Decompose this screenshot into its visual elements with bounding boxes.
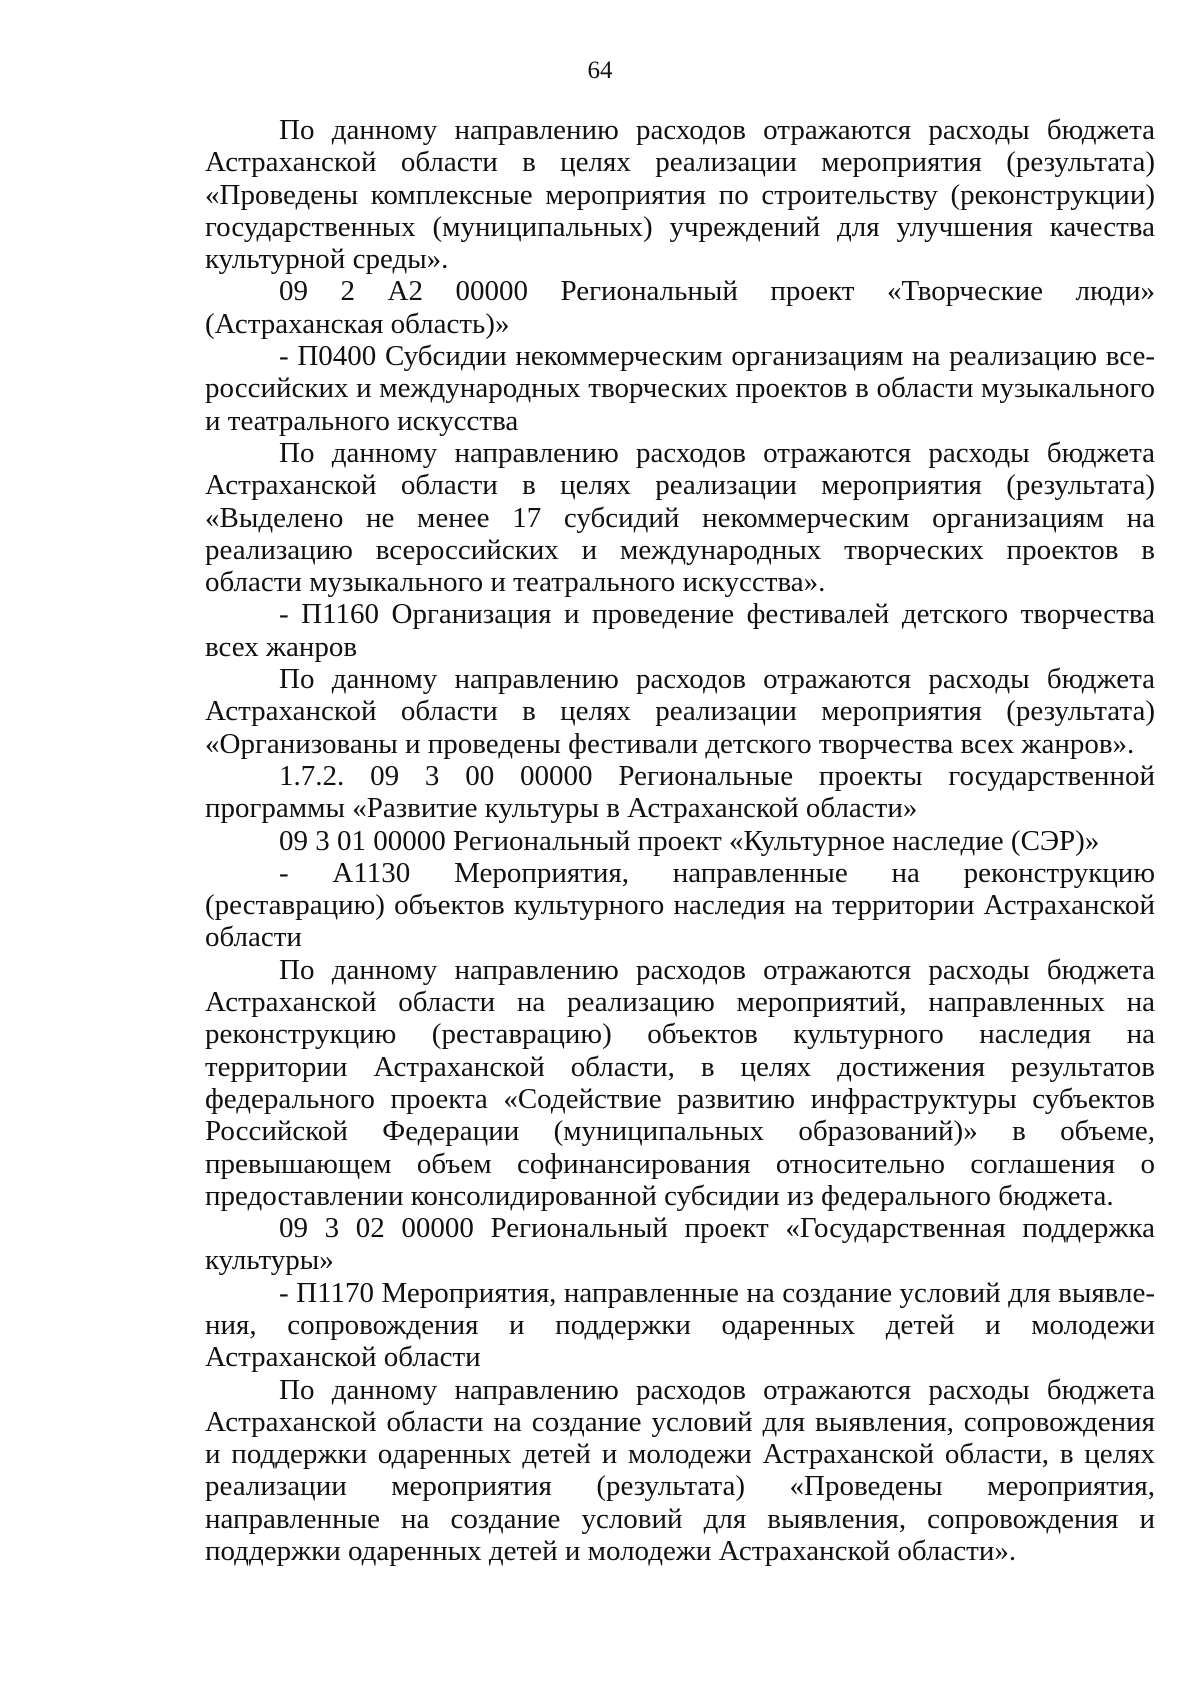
paragraph-p1160-expenses: По данному направлению расходов отражаются расходы бюджета Астраханской области в целях реализации мероприятия (результата) «Организованы и проведены фестивали детского творчества всех жанров». [205,663,1155,760]
paragraph-p1170-expenses: По данному направлению расходов отражаются расходы бюджета Астраханской области на создание условий для выявления, сопровождения и поддержки одаренных детей и молодежи Астраханской области, в целях реализации мероприятия (результата) «Проведены мероприятия, направленные на создание условий для выявления, сопровождения и поддержки одаренных детей и молодежи Астраханской области». [205,1373,1155,1568]
paragraph-p0400-expenses: По данному направлению расходов отражаются расходы бюджета Астраханской области в целях реализации мероприятия (результата) «Выделено не менее 17 субсидий некоммерческим организациям на реализацию всероссийских и международных творческих проектов в области музыкального и театрального искусства». [205,436,1155,599]
document-body [205,114,1155,1567]
paragraph-p1170-gifted-youth: - П1170 Мероприятия, направленные на создание условий для выявления, сопровождения и поддержки одаренных детей и молодежи Астраханской области [205,1276,1155,1374]
paragraph-cultural-environment-expenses: По данному направлению расходов отражаются расходы бюджета Астраханской области в целях реализации мероприятия (результата) «Проведены комплексные мероприятия по строительству (реконструкции) государственных (муниципальных) учреждений для улучшения качества культурной среды». [205,114,1155,276]
paragraph-p1160-festivals: - П1160 Организация и проведение фестивалей детского творчества всех жанров [205,598,1155,663]
paragraph-p0400-subsidies: - П0400 Субсидии некоммерческим организациям на реализацию всероссийских и международных творческих проектов в области музыкального и театрального искусства [205,340,1155,437]
paragraph-cultural-heritage-project: 09 3 01 00000 Региональный проект «Культурное наследие (СЭР)» [279,824,1100,857]
paragraph-culture-support-project: 09 3 02 00000 Региональный проект «Государственная поддержка культуры» [205,1212,1155,1277]
page-number: 64 [587,57,613,84]
paragraph-section-1-7-2: 1.7.2. 09 3 00 00000 Региональные проекты государственной программы «Развитие культуры в Астраханской области» [205,759,1155,825]
paragraph-a1130-reconstruction: - А1130 Мероприятия, направленные на реконструкцию (реставрацию) объектов культурного наследия на территории Астраханской области [205,856,1155,954]
paragraph-creative-people-project: 09 2 А2 00000 Региональный проект «Творческие люди» (Астраханская область)» [205,275,1155,340]
paragraph-a1130-expenses: По данному направлению расходов отражаются расходы бюджета Астраханской области на реализацию мероприятий, направленных на реконструкцию (реставрацию) объектов культурного наследия на территории Астраханской области, в целях достижения результатов федерального проекта «Содействие развитию инфраструктуры субъектов Российской Федерации (муниципальных образований)» в объеме, превышающем объем софинансирования относительно соглашения о предоставлении консолидированной субсидии из федерального бюджета. [205,953,1155,1212]
